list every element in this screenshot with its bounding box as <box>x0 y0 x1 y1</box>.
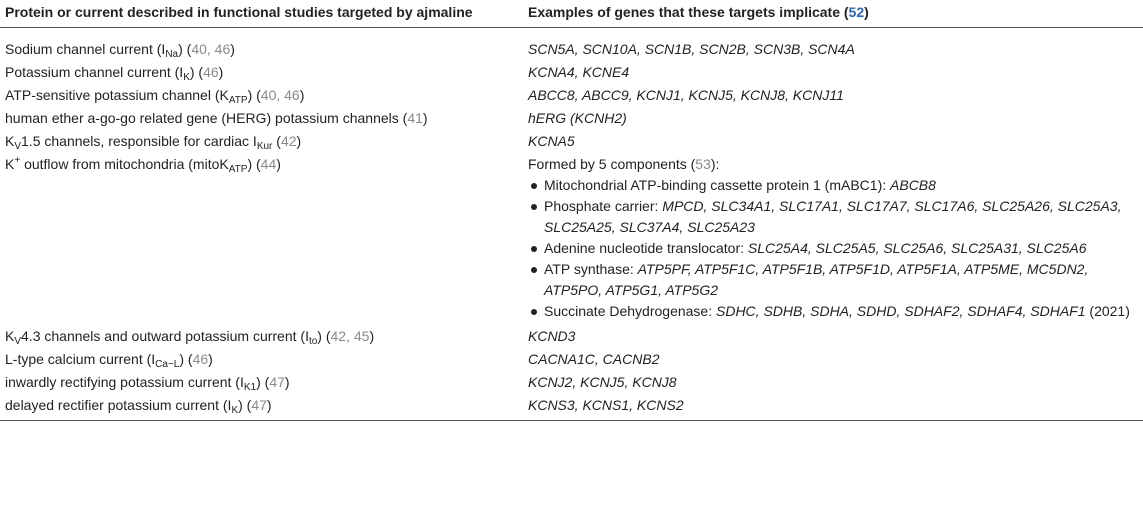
intro-text: ): <box>710 156 720 172</box>
protein-cell <box>0 349 520 372</box>
header-genes-column <box>520 3 1143 22</box>
subscript: Kur <box>256 141 273 152</box>
component-genes: ABCB8 <box>890 177 936 193</box>
subscript: K <box>183 72 190 83</box>
protein-cell <box>0 154 520 326</box>
intro-text: Formed by 5 components ( <box>528 156 696 172</box>
protein-text: ) ( <box>247 156 261 172</box>
table-row <box>0 349 1143 372</box>
protein-text: ) <box>299 87 305 103</box>
subscript: Ca−L <box>155 359 180 370</box>
table-row <box>0 395 1143 421</box>
subscript: K <box>231 405 239 416</box>
superscript: + <box>14 155 21 166</box>
list-item <box>528 196 1143 238</box>
protein-cell <box>0 326 520 349</box>
component-label: Adenine nucleotide translocator: <box>544 240 748 256</box>
component-genes: MPCD, SLC34A1, SLC17A1, SLC17A7, SLC17A6, SLC25A26, SLC25A3, SLC25A25, SLC37A4, SLC25A23 <box>544 198 1122 235</box>
table-header <box>0 0 1143 28</box>
protein-text: ) <box>369 328 375 344</box>
subscript: to <box>308 336 318 347</box>
genes-cell: hERG (KCNH2) <box>528 110 627 126</box>
genes-cell: ABCC8, ABCC9, KCNJ1, KCNJ5, KCNJ8, KCNJ11 <box>528 87 844 103</box>
table-body <box>0 28 1143 421</box>
protein-cell <box>0 39 520 62</box>
component-label: ATP synthase: <box>544 261 638 277</box>
table-row <box>0 62 1143 85</box>
protein-text: inwardly rectifying potassium current (I <box>5 374 244 390</box>
component-genes: ATP5PF, ATP5F1C, ATP5F1B, ATP5F1D, ATP5F1A, ATP5ME, MC5DN2, ATP5PO, ATP5G1, ATP5G2 <box>544 261 1089 298</box>
protein-text: ) <box>208 351 213 367</box>
protein-text: ) ( <box>247 87 261 103</box>
protein-text: 1.5 channels, responsible for cardiac I <box>21 133 257 149</box>
header-genes-suffix: ) <box>864 4 869 20</box>
header-genes-text: Examples of genes that these targets implicate ( <box>528 4 849 20</box>
protein-text: 4.3 channels and outward potassium current (I <box>21 328 309 344</box>
protein-cell <box>0 62 520 85</box>
subscript: ATP <box>228 95 248 106</box>
protein-text: ( <box>272 133 281 149</box>
genes-cell: KCND3 <box>528 328 576 344</box>
genes-cell: KCNA4, KCNE4 <box>528 64 630 80</box>
genes-cell: CACNA1C, CACNB2 <box>528 351 660 367</box>
citation-link[interactable]: 47 <box>251 397 267 413</box>
component-label: Succinate Dehydrogenase: <box>544 303 716 319</box>
protein-text: ) ( <box>179 351 193 367</box>
citation-link[interactable]: 53 <box>695 156 711 172</box>
subscript: K1 <box>243 382 257 393</box>
protein-text: outflow from mitochondria (mitoK <box>20 156 229 172</box>
protein-text: Sodium channel current (I <box>5 41 166 57</box>
subscript: ATP <box>228 164 248 175</box>
protein-text: K <box>5 328 15 344</box>
protein-cell <box>0 108 520 131</box>
header-protein-column: Protein or current described in functional studies targeted by ajmaline <box>5 4 473 20</box>
table-row <box>0 108 1143 131</box>
genes-cell: KCNS3, KCNS1, KCNS2 <box>528 397 684 413</box>
component-label: Phosphate carrier: <box>544 198 663 214</box>
citation-link[interactable]: 40, 46 <box>191 41 231 57</box>
protein-text: Potassium channel current (I <box>5 64 184 80</box>
protein-cell <box>0 85 520 108</box>
protein-cell <box>0 395 520 418</box>
citation-link[interactable]: 46 <box>203 64 219 80</box>
table-row <box>0 326 1143 349</box>
citation-link[interactable]: 44 <box>260 156 277 172</box>
list-item <box>528 259 1143 301</box>
table-row <box>0 154 1143 326</box>
protein-text: K <box>5 133 15 149</box>
table-row <box>0 372 1143 395</box>
component-genes: SLC25A4, SLC25A5, SLC25A6, SLC25A31, SLC25A6 <box>747 240 1087 256</box>
subscript: V <box>14 141 22 152</box>
protein-text: ) <box>218 64 224 80</box>
component-label: Mitochondrial ATP-binding cassette protein 1 (mABC1): <box>544 177 891 193</box>
protein-text: ) <box>230 41 235 57</box>
citation-link[interactable]: 42, 45 <box>330 328 370 344</box>
table-row <box>0 85 1143 108</box>
protein-text: ) <box>422 110 428 126</box>
genes-cell: KCNJ2, KCNJ5, KCNJ8 <box>528 374 677 390</box>
citation-link[interactable]: 42 <box>280 133 297 149</box>
genes-cell: KCNA5 <box>528 133 575 149</box>
component-tail: (2021) <box>1085 303 1130 319</box>
list-item <box>528 238 1143 259</box>
citation-link[interactable]: 41 <box>407 110 423 126</box>
citation-link[interactable]: 52 <box>848 4 865 20</box>
protein-text: ) ( <box>178 41 192 57</box>
protein-text: L-type calcium current (I <box>5 351 156 367</box>
table-row <box>0 131 1143 154</box>
component-genes: SDHC, SDHB, SDHA, SDHD, SDHAF2, SDHAF4, SDHAF1 <box>716 303 1086 319</box>
list-item <box>528 175 1143 196</box>
citation-link[interactable]: 40, 46 <box>260 87 300 103</box>
subscript: Na <box>165 49 179 60</box>
genes-cell <box>520 154 1143 326</box>
components-list <box>528 175 1143 322</box>
genes-cell: SCN5A, SCN10A, SCN1B, SCN2B, SCN3B, SCN4A <box>528 41 855 57</box>
protein-text: ) ( <box>189 64 204 80</box>
protein-text: ) <box>266 397 272 413</box>
protein-text: K <box>5 156 15 172</box>
protein-text: human ether a-go-go related gene (HERG) potassium channels ( <box>5 110 408 126</box>
protein-text: ) ( <box>317 328 331 344</box>
protein-cell <box>0 372 520 395</box>
protein-text: ) <box>276 156 281 172</box>
citation-link[interactable]: 47 <box>269 374 285 390</box>
protein-text: delayed rectifier potassium current (I <box>5 397 232 413</box>
protein-text: ) ( <box>256 374 270 390</box>
protein-text: ATP-sensitive potassium channel (K <box>5 87 229 103</box>
components-intro <box>528 154 1143 175</box>
protein-text: ) ( <box>238 397 252 413</box>
citation-link[interactable]: 46 <box>192 351 209 367</box>
list-item <box>528 301 1143 322</box>
table-row <box>0 39 1143 62</box>
protein-cell <box>0 131 520 154</box>
protein-text: ) <box>296 133 302 149</box>
protein-text: ) <box>284 374 290 390</box>
subscript: V <box>14 336 22 347</box>
